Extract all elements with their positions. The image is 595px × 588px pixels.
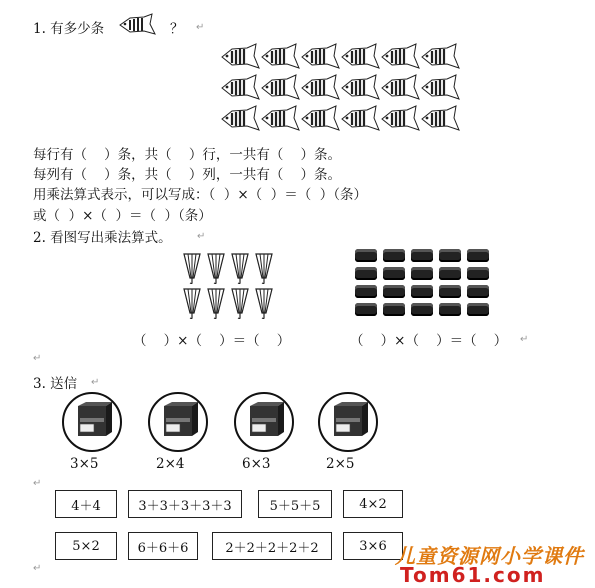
drum-icon: [467, 267, 489, 280]
drum-icon: [411, 285, 433, 298]
fish-icon: [220, 73, 260, 104]
fish-icon: [220, 104, 260, 135]
paragraph-mark: ↵: [33, 353, 42, 364]
fish-icon: [380, 73, 420, 104]
question-mark: ？: [170, 21, 184, 37]
mailbox-label: 2×5: [326, 456, 355, 472]
fish-icon: [260, 42, 300, 73]
drum-grid: [355, 249, 495, 321]
fish-icon: [340, 73, 380, 104]
fish-icon: [420, 42, 460, 73]
paragraph-mark: ↵: [91, 377, 100, 388]
fish-icon: [220, 42, 260, 73]
watermark-logo-url: Tom61.com: [400, 563, 546, 587]
fish-icon: [380, 104, 420, 135]
drum-icon: [467, 285, 489, 298]
mailbox-label: 3×5: [70, 456, 99, 472]
expression-card[interactable]: 6＋6＋6: [128, 532, 198, 560]
fish-icon: [300, 104, 340, 135]
fish-icon: [340, 42, 380, 73]
mailbox-label: 2×4: [156, 456, 185, 472]
fish-icon: [380, 42, 420, 73]
fish-icon: [260, 73, 300, 104]
fish-icon: [300, 73, 340, 104]
fish-icon: [118, 12, 156, 38]
fish-icon: [340, 104, 380, 135]
drum-icon: [383, 285, 405, 298]
umbrella-icon: [252, 285, 276, 320]
q2-title: 2. 看图写出乘法算式。: [33, 230, 172, 246]
umbrella-grid: [180, 250, 278, 320]
expression-card[interactable]: 2＋2＋2＋2＋2: [212, 532, 332, 560]
drum-icon: [439, 249, 461, 262]
mailbox-icon: [62, 392, 122, 452]
drum-icon: [439, 285, 461, 298]
paragraph-mark: ↵: [33, 478, 42, 489]
mailbox-icon: [234, 392, 294, 452]
drum-icon: [439, 303, 461, 316]
mailbox-icon: [148, 392, 208, 452]
umbrella-icon: [252, 250, 276, 285]
q2-blank-right: （ ）×（ ）＝（ ）: [350, 333, 508, 349]
umbrella-icon: [204, 250, 228, 285]
drum-icon: [355, 249, 377, 262]
drum-icon: [383, 267, 405, 280]
q3-title: 3. 送信: [33, 376, 78, 392]
q1-row-line: 每行有（ ）条，共（ ）行，一共有（ ）条。: [33, 147, 341, 163]
fish-icon: [260, 104, 300, 135]
fish-icon: [300, 42, 340, 73]
drum-icon: [411, 249, 433, 262]
paragraph-mark: ↵: [196, 22, 205, 33]
drum-icon: [411, 303, 433, 316]
drum-icon: [355, 303, 377, 316]
drum-icon: [383, 303, 405, 316]
umbrella-icon: [180, 250, 204, 285]
umbrella-icon: [204, 285, 228, 320]
drum-icon: [355, 285, 377, 298]
drum-icon: [383, 249, 405, 262]
paragraph-mark: ↵: [33, 563, 42, 574]
fish-icon: [420, 104, 460, 135]
expression-card[interactable]: 5×2: [55, 532, 117, 560]
q1-col-line: 每列有（ ）条，共（ ）列，一共有（ ）条。: [33, 167, 341, 183]
fish-grid: [220, 42, 460, 136]
umbrella-icon: [228, 285, 252, 320]
umbrella-icon: [180, 285, 204, 320]
drum-icon: [467, 303, 489, 316]
mailbox-icon: [318, 392, 378, 452]
q1-title: 1. 有多少条: [33, 21, 105, 37]
drum-icon: [439, 267, 461, 280]
drum-icon: [355, 267, 377, 280]
umbrella-icon: [228, 250, 252, 285]
paragraph-mark: ↵: [520, 334, 529, 345]
expression-card[interactable]: 3＋3＋3＋3＋3: [128, 490, 242, 518]
expression-card[interactable]: 5＋5＋5: [258, 490, 332, 518]
q2-blank-left: （ ）×（ ）＝（ ）: [133, 333, 291, 349]
expression-card[interactable]: 3×6: [343, 532, 403, 560]
drum-icon: [411, 267, 433, 280]
expression-card[interactable]: 4＋4: [55, 490, 117, 518]
watermark-logo-text: 儿童资源网小学课件: [395, 544, 584, 568]
expression-card[interactable]: 4×2: [343, 490, 403, 518]
drum-icon: [467, 249, 489, 262]
mailbox-label: 6×3: [242, 456, 271, 472]
fish-icon: [420, 73, 460, 104]
paragraph-mark: ↵: [197, 231, 206, 242]
q1-expr-line-2: 或（ ）×（ ）＝（ ）（条）: [33, 208, 212, 224]
q1-expr-line-1: 用乘法算式表示，可以写成：（ ）×（ ）＝（ ）（条）: [33, 187, 368, 203]
